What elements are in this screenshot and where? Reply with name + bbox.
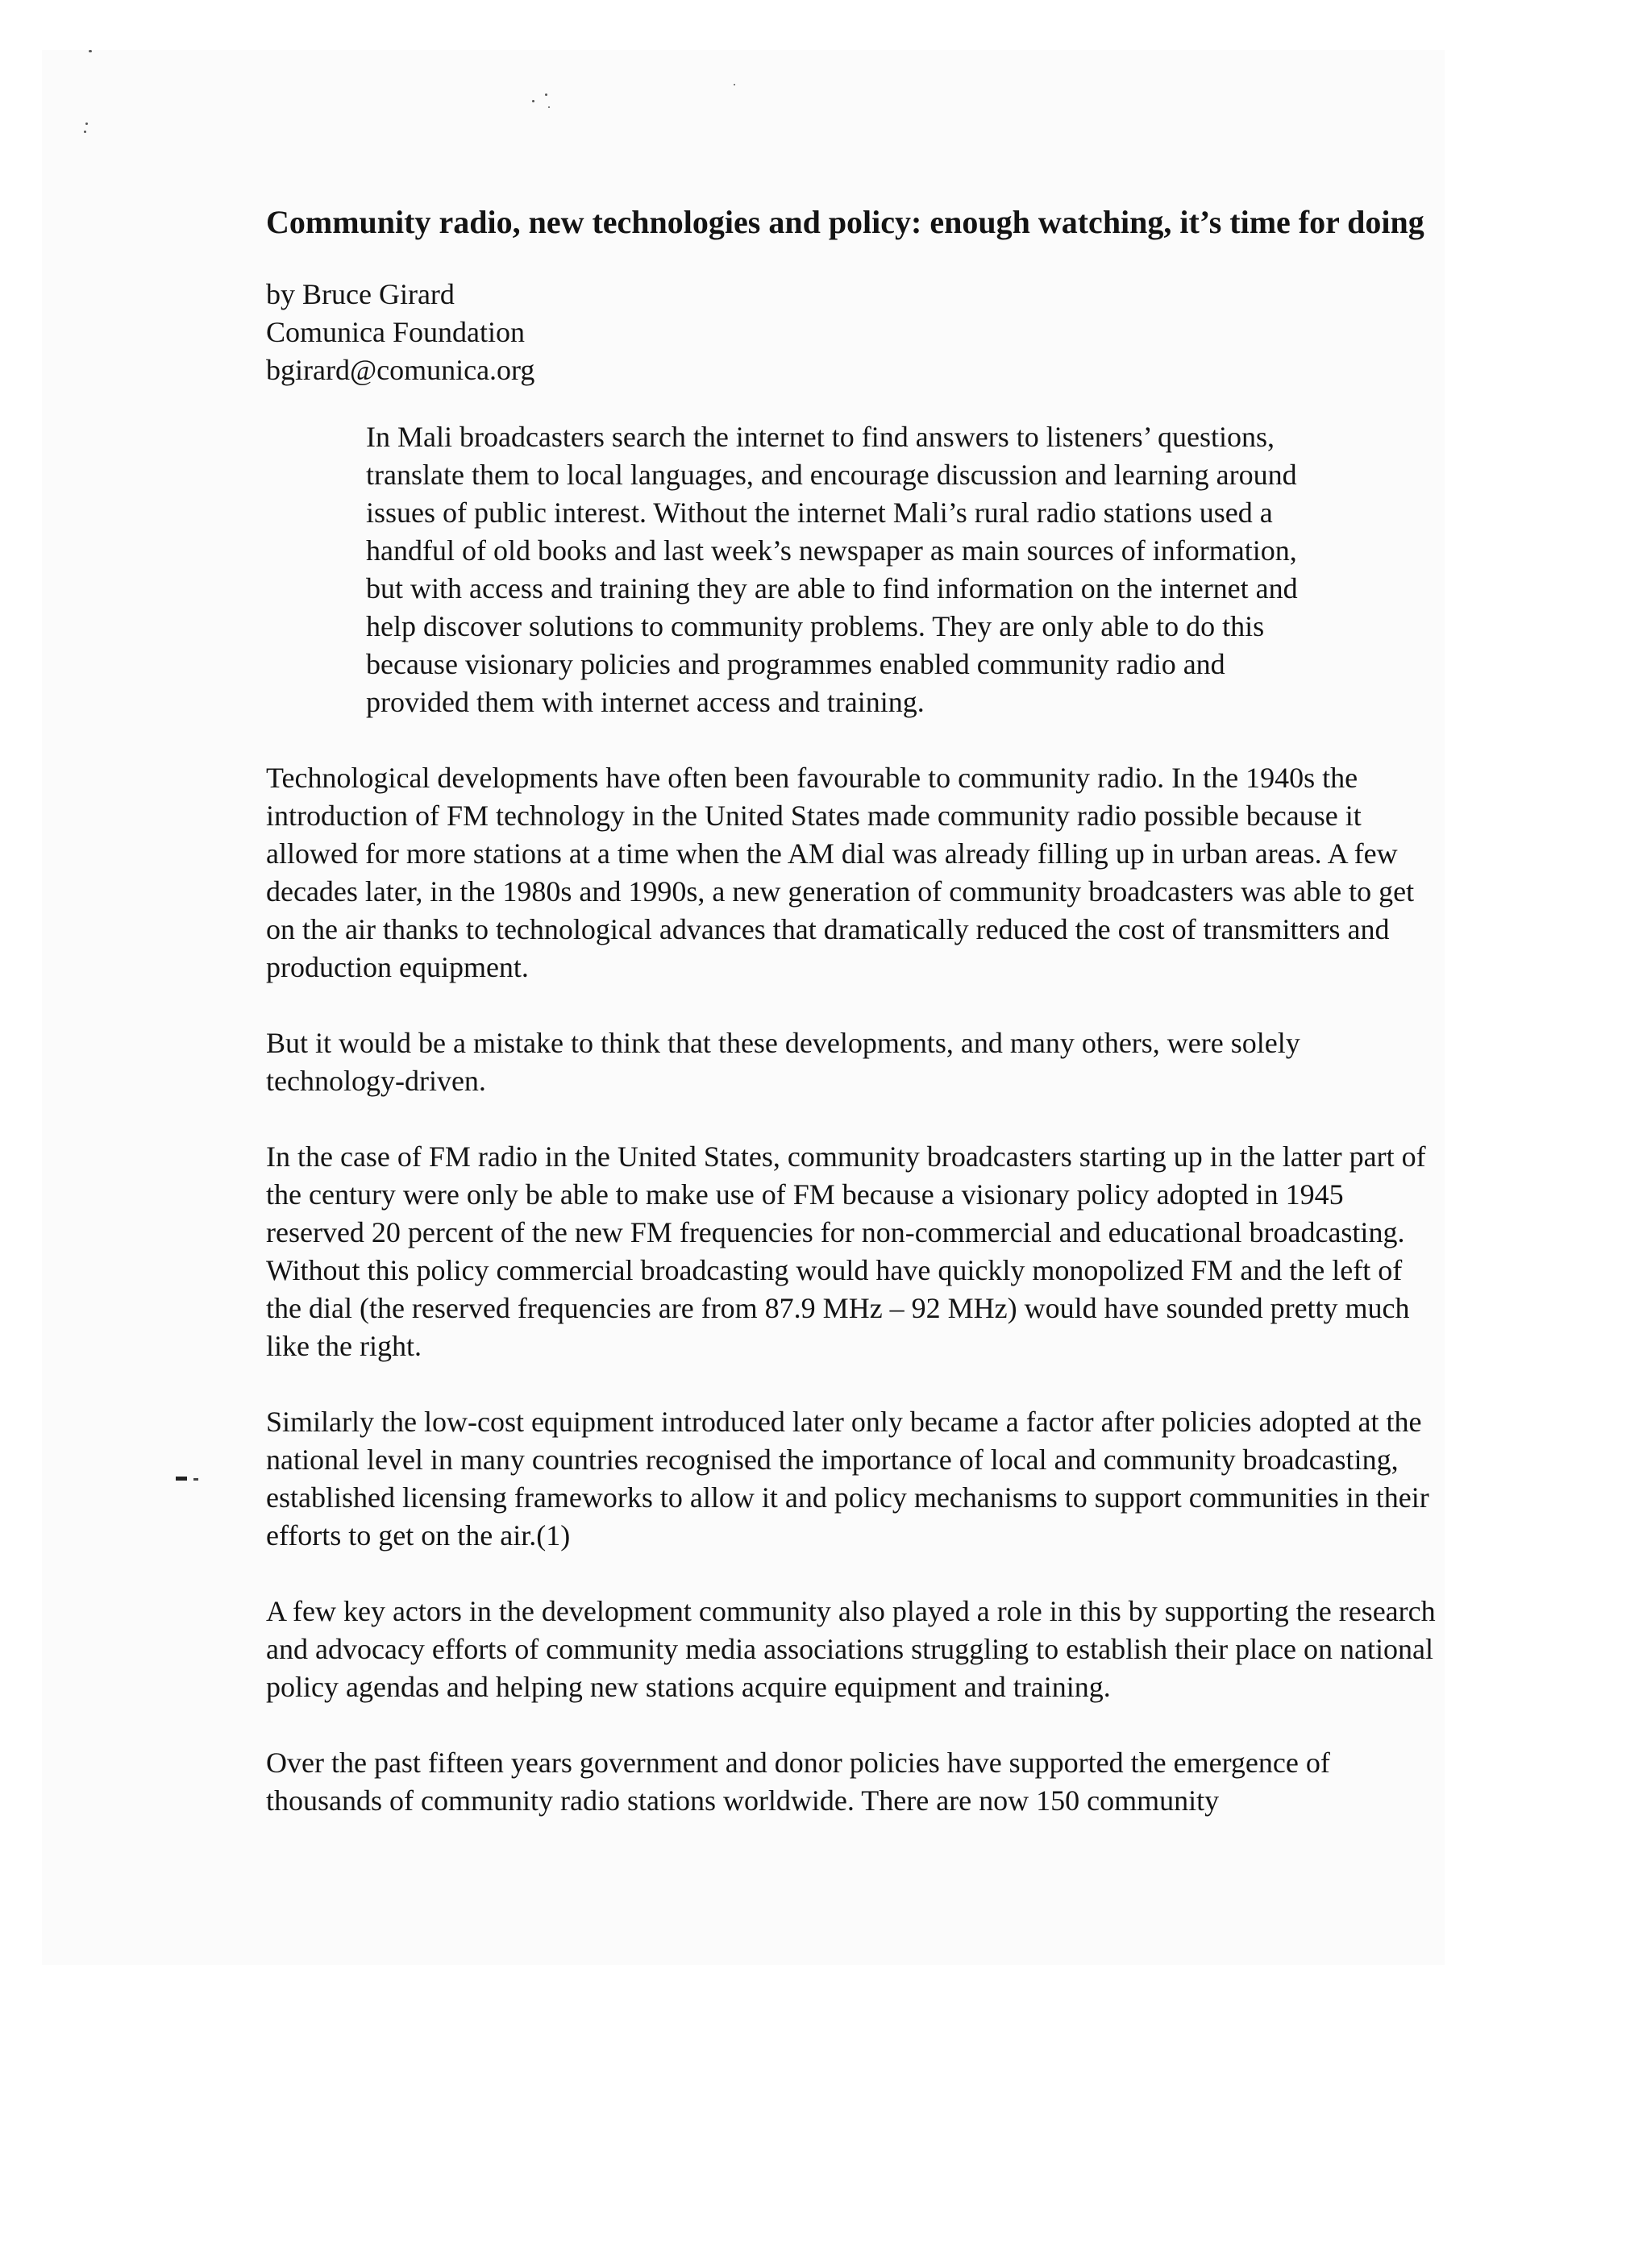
author-name: by Bruce Girard [266,278,455,310]
author-email: bgirard@comunica.org [266,354,535,386]
body-paragraph: In the case of FM radio in the United States, community broadcasters starting up in the latter part of the century were only be able to make use of FM because a visionary policy adopted in 1945 reserved 20 percent of the new FM frequencies for non-commercial and educational broadcasting. Without this policy commercial broadcasting would have quickly monopolized FM and the left of the dial (the reserved frequencies are from 87.9 MHz – 92 MHz) would have sounded pretty much like the right. [266,1140,1426,1362]
body-paragraph: Over the past fifteen years government and donor policies have supported the emergence of thousands of community radio stations worldwide. There are now 150 community [266,1747,1330,1817]
scan-speck [89,50,92,52]
author-organization: Comunica Foundation [266,316,525,348]
body-paragraph: But it would be a mistake to think that these developments, and many others, were solely technology-driven. [266,1027,1300,1097]
body-paragraph: Similarly the low-cost equipment introduced later only became a factor after policies adopted at the national level in many countries recognised the importance of local and community broadcasting, established licensing frameworks to allow it and policy mechanisms to support communities in their efforts to get on the air.(1) [266,1406,1429,1551]
article-title: Community radio, new technologies and policy: enough watching, it’s time for doing [266,204,1424,240]
body-paragraph: A few key actors in the development community also played a role in this by supporting the research and advocacy efforts of community media associations struggling to establish their place on national policy agendas and helping new stations acquire equipment and training. [266,1595,1436,1703]
scan-speck [84,131,86,133]
scan-speck [548,106,550,108]
scan-speck [734,84,735,85]
byline [266,276,1443,389]
document-page [266,201,1443,1849]
intro-blockquote: In Mali broadcasters search the internet to find answers to listeners’ questions, translate them to local languages, and encourage discussion and learning around issues of public interest. Without the internet Mali’s rural radio stations used a handful of old books and last week’s newspaper as main sources of information, but with access and training they are able to find information on the internet and help discover solutions to community problems. They are only able to do this because visionary policies and programmes enabled community radio and provided them with internet access and training. [366,421,1298,718]
scan-speck [545,93,547,96]
body-paragraph: Technological developments have often been favourable to community radio. In the 1940s the introduction of FM technology in the United States made community radio possible because it allowed for more stations at a time when the AM dial was already filling up in urban areas. A few decades later, in the 1980s and 1990s, a new generation of community broadcasters was able to get on the air thanks to technological advances that dramatically reduced the cost of transmitters and production equipment. [266,762,1415,983]
scan-speck [85,123,88,125]
scan-mark [193,1478,198,1481]
scan-mark [176,1477,187,1481]
scan-speck [532,100,534,102]
